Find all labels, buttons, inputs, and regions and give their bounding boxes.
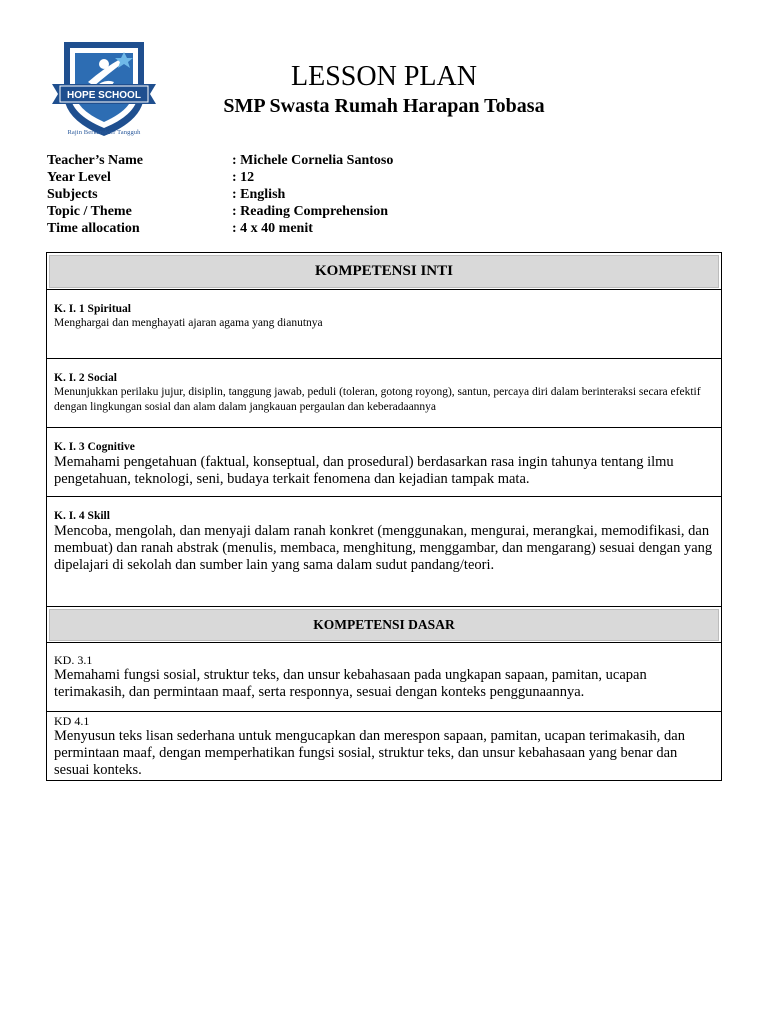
ki-social-text: Menunjukkan perilaku jujur, disiplin, tanggung jawab, peduli (toleran, gotong royong), santun, percaya diri dalam berinteraksi secara efektif dengan lingkungan sosial dan alam dalam jangkauan pergaulan dan keberadaannya — [54, 386, 701, 413]
ki-spiritual-text: Menghargai dan menghayati ajaran agama yang dianutnya — [54, 317, 323, 329]
info-label: Time allocation — [47, 221, 140, 236]
kd-header-row — [47, 609, 721, 643]
info-row-year — [47, 169, 393, 186]
info-label: Year Level — [47, 170, 111, 185]
info-row-topic — [47, 203, 393, 220]
school-name: SMP Swasta Rumah Harapan Tobasa — [223, 95, 545, 117]
ki-cognitive-cell — [47, 428, 721, 497]
ki-header-row — [47, 255, 721, 290]
ki-heading: KOMPETENSI INTI — [49, 255, 719, 288]
info-value: : Michele Cornelia Santoso — [232, 153, 394, 168]
info-label: Teacher’s Name — [47, 153, 144, 168]
ki-cognitive-title: K. I. 3 Cognitive — [54, 441, 135, 453]
competency-table — [46, 252, 722, 781]
ki-social-cell — [47, 359, 721, 428]
ki-skill-cell — [47, 497, 721, 607]
info-value: : 4 x 40 menit — [232, 221, 313, 236]
page-title: LESSON PLAN — [291, 61, 477, 92]
school-logo — [50, 38, 158, 140]
info-value: : Reading Comprehension — [232, 204, 389, 219]
ki-social-title: K. I. 2 Social — [54, 372, 117, 384]
lesson-info — [47, 152, 393, 237]
school-tagline: Rajin Berkarakter Tangguh — [67, 129, 141, 136]
logo-text: HOPE SCHOOL — [67, 90, 141, 101]
kd-3-1-text: Memahami fungsi sosial, struktur teks, dan unsur kebahasaan pada ungkapan sapaan, pamitan, ucapan terimakasih, dan permintaan maaf, serta responnya, sesuai dengan konteks penggunaannya. — [54, 667, 647, 700]
info-value: : English — [232, 187, 286, 202]
ki-skill-text: Mencoba, mengolah, dan menyaji dalam ranah konkret (menggunakan, mengurai, merangkai, memodifikasi, dan membuat) dan ranah abstrak (menulis, membaca, menghitung, menggambar, dan mengarang) sesuai dengan yang dipelajari di sekolah dan sumber lain yang sama dalam sudut pandang/teori. — [54, 523, 713, 573]
ki-cognitive-text: Memahami pengetahuan (faktual, konseptual, dan prosedural) berdasarkan rasa ingin tahunya tentang ilmu pengetahuan, teknologi, seni, budaya terkait fenomena dan kejadian tampak mata. — [54, 454, 674, 487]
info-label: Subjects — [47, 187, 98, 202]
kd-4-1-cell — [47, 712, 721, 781]
info-value: : 12 — [232, 170, 255, 185]
ki-spiritual-title: K. I. 1 Spiritual — [54, 303, 132, 315]
kd-heading: KOMPETENSI DASAR — [49, 609, 719, 641]
info-label: Topic / Theme — [47, 204, 132, 219]
info-row-teacher — [47, 152, 393, 169]
kd-4-1-code: KD 4.1 — [54, 714, 90, 728]
kd-4-1-text: Menyusun teks lisan sederhana untuk mengucapkan dan merespon sapaan, pamitan, ucapan terimakasih, dan permintaan maaf, dengan memperhatikan fungsi sosial, struktur teks, dan unsur kebahasaan yang benar dan sesuai konteks. — [54, 728, 685, 778]
ki-spiritual-cell — [47, 290, 721, 359]
kd-3-1-code: KD. 3.1 — [54, 653, 93, 667]
info-row-subjects — [47, 186, 393, 203]
kd-3-1-cell — [47, 643, 721, 712]
ki-skill-title: K. I. 4 Skill — [54, 510, 110, 522]
info-row-time — [47, 220, 393, 237]
